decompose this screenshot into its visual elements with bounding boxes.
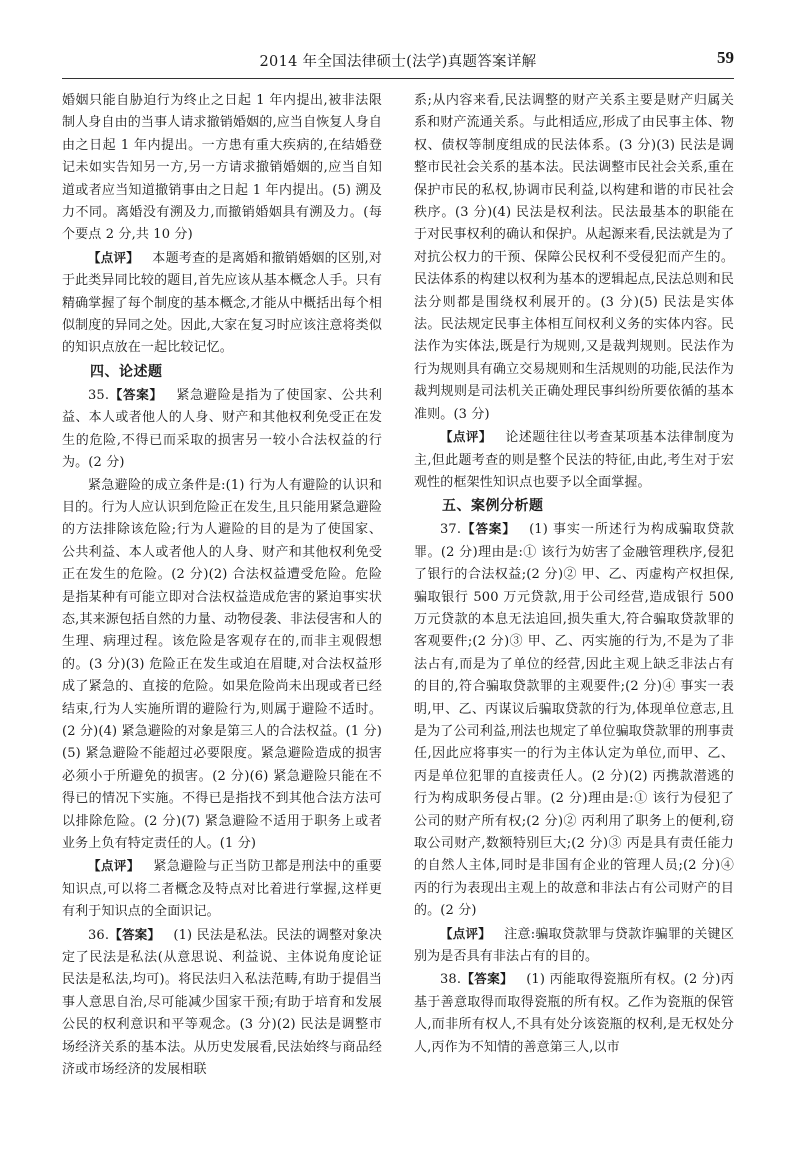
paragraph [62,475,382,856]
paragraph [414,518,734,922]
paragraph-tag: 【点评】 [440,925,491,941]
paragraph-text: 系;从内容来看,民法调整的财产关系主要是财产归属关系和财产流通关系。与此相适应,形成了由民事主体、物权、债权等制度组成的民法体系。(3 分)(3) 民法是调整市民社会关系的基本法。民法调整市民社会关系,重在保护市民的私权,协调市民利益,以构建和谐的市民社会秩序。(3 分)(4) 民法是权利法。民法最基本的职能在于对民事权利的确认和保护。从起源来看,民法就是为了对抗公权力的干预、保障公民权利不受侵犯而产生的。民法体系的构建以权利为基本的逻辑起点,民法总则和民法分则都是围绕权利展开的。(3 分)(5) 民法是实体法。民法规定民事主体相互间权利义务的实体内容。民法作为实体法,既是行为规则,又是裁判规则。民法作为行为规则具有确立交易规则和生活规则的功能,民法作为裁判规则是司法机关正确处理民事纠纷所要依循的基本准则。(3 分) [414,93,734,422]
paragraph-tag: 【答案】 [109,386,163,402]
paragraph-text: 本题考查的是离婚和撤销婚姻的区别,对于此类异同比较的题目,首先应该从基本概念人手。只有精确掌握了每个制度的基本概念,才能从中概括出每个相似制度的异同之处。因此,大家在复习时应该注意将类似的知识点放在一起比较记忆。 [62,250,382,356]
paragraph [414,90,734,426]
paragraph [414,923,734,969]
paragraph [414,968,734,1059]
paragraph-text: (1) 事实一所述行为构成骗取贷款罪。(2 分)理由是:① 该行为妨害了金融管理秩序,侵犯了银行的合法权益;(2 分)② 甲、乙、丙虚构产权担保,骗取银行 500 万元贷款,用于公司经营,造成银行 500 万元贷款的本息无法追回,损失重大,符合骗取贷款罪的客观要件;(2 分)③ 甲、乙、丙实施的行为,不是为了非法占有,而是为了单位的经营,因此主观上缺乏非法占有的目的,符合骗取贷款罪的主观要件;(2 分)④ 事实一表明,甲、乙、丙谋议后骗取贷款的行为,体现单位意志,且是为了公司利益,刑法也规定了单位骗取贷款罪的刑事责任,因此应将事实一的行为主体认定为单位,而甲、乙、丙是单位犯罪的直接责任人。(2 分)(2) 丙携款潜逃的行为构成职务侵占罪。(2 分)理由是:① 该行为侵犯了公司的财产所有权;(2 分)② 丙利用了职务上的便利,窃取公司财产,数额特别巨大;(2 分)③ 丙是具有责任能力的自然人主体,同时是非国有企业的管理人员;(2 分)④ 丙的行为表现出主观上的故意和非法占有公司财产的目的。(2 分) [414,522,734,919]
paragraph-tag: 【点评】 [88,858,140,874]
right-column [414,90,734,1059]
page-header [62,48,734,76]
question-number: 37. [440,522,462,538]
page-number: 59 [717,48,734,67]
left-column [62,90,382,1081]
paragraph-text: 紧急避险与正当防卫都是刑法中的重要知识点,可以将二者概念及特点对比着进行掌握,这样更有利于知识点的全面识记。 [62,859,382,920]
header-title: 2014 年全国法律硕士(法学)真题答案详解 [259,54,537,70]
question-number: 35. [88,387,110,403]
paragraph-tag: 【答案】 [461,521,516,537]
paragraph-text: 婚姻只能自胁迫行为终止之日起 1 年内提出,被非法限制人身自由的当事人请求撤销婚姻的,应当自恢复人身自由之日起 1 年内提出。一方患有重大疾病的,在结婚登记未如实告知另一方,另一方请求撤销婚姻的,应当自知道或者应当知道撤销事由之日起 1 年内提出。(5) 溯及力不同。离婚没有溯及力,而撤销婚姻具有溯及力。(每个要点 2 分,共 10 分) [62,93,382,243]
header-rule [62,78,734,79]
paragraph-text: 论述题往往以考查某项基本法律制度为主,但此题考查的则是整个民法的特征,由此,考生对于宏观性的框架性知识点也要予以全面掌握。 [414,430,734,490]
paragraph-text: 紧急避险是指为了使国家、公共利益、本人或者他人的人身、财产和其他权利免受正在发生的危险,不得已而采取的损害另一较小合法权益的行为。(2 分) [62,387,382,471]
paragraph-text: (1) 丙能取得瓷瓶所有权。(2 分)丙基于善意取得而取得瓷瓶的所有权。乙作为瓷瓶的保管人,而非所有权人,不具有处分该瓷瓶的权利,是无权处分人,丙作为不知情的善意第三人,以市 [414,972,734,1055]
question-number: 38. [440,972,462,988]
paragraph [62,247,382,360]
paragraph [62,90,382,247]
paragraph-tag: 【点评】 [440,429,492,445]
paragraph [62,384,382,475]
question-number: 36. [88,927,110,943]
section-heading: 五、案例分析题 [442,498,544,515]
paragraph-text: (1) 民法是私法。民法的调整对象决定了民法是私法(从意思说、利益说、主体说角度论证民法是私法,均可)。将民法归入私法范畴,有助于提倡当事人意思自治,尽可能减少国家干预;有助于培育和发展公民的权利意识和平等观念。(3 分)(2) 民法是调整市场经济关系的基本法。从历史发展看,民法始终与商品经济或市场经济的发展相联 [62,927,382,1078]
paragraph [62,924,382,1082]
paragraph [62,855,382,923]
paragraph [414,426,734,494]
section-heading: 四、论述题 [90,363,163,380]
paragraph-tag: 【点评】 [88,249,140,265]
paragraph-tag: 【答案】 [109,926,161,942]
paragraph-tag: 【答案】 [461,971,514,987]
paragraph-text: 注意:骗取贷款罪与贷款诈骗罪的关键区别为是否具有非法占有的目的。 [414,926,734,965]
paragraph-text: 紧急避险的成立条件是:(1) 行为人有避险的认识和目的。行为人应认识到危险正在发生,且只能用紧急避险的方法排除该危险;行为人避险的目的是为了使国家、公共利益、本人或者他人的人身、财产和其他权利免受正在发生的危险。(2 分)(2) 合法权益遭受危险。危险是指某种有可能立即对合法权益造成危害的紧迫事实状态,其来源包括自然的力量、动物侵袭、非法侵害和人的生理、病理过程。该危险是客观存在的,而非主观假想的。(3 分)(3) 危险正在发生或迫在眉睫,对合法权益形成了紧急的、直接的危险。如果危险尚未出现或者已经结束,行为人实施所谓的避险行为,则属于避险不适时。(2 分)(4) 紧急避险的对象是第三人的合法权益。(1 分)(5) 紧急避险不能超过必要限度。紧急避险造成的损害必须小于所避免的损害。(2 分)(6) 紧急避险只能在不得已的情况下实施。不得已是指找不到其他合法方法可以排除危险。(2 分)(7) 紧急避险不适用于职务上或者业务上负有特定责任的人。(1 分) [62,477,382,851]
